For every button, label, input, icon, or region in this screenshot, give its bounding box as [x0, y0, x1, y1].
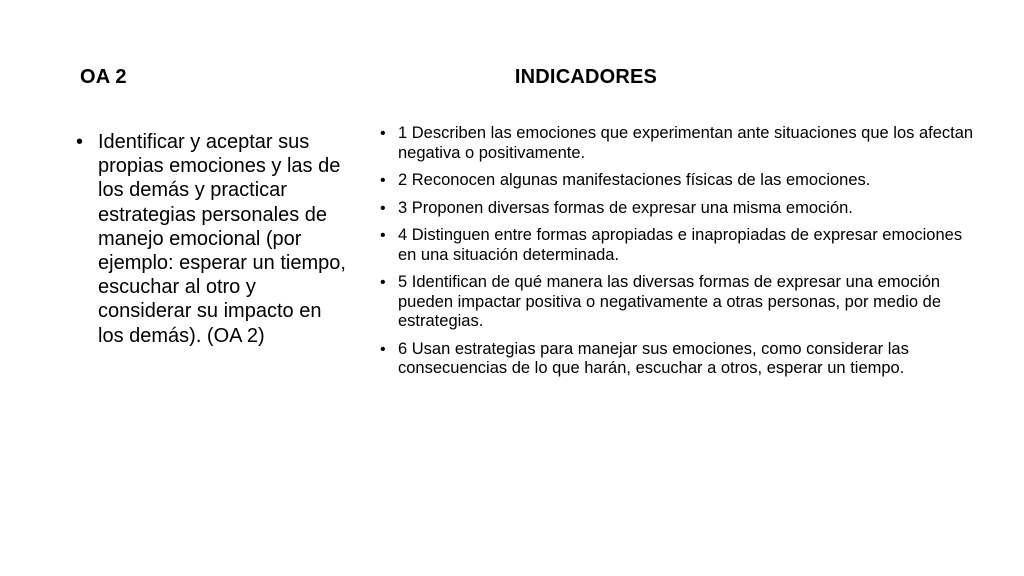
oa-bullet-item: [76, 130, 346, 348]
indicadores-list: [380, 124, 980, 387]
bullet-icon: •: [76, 131, 84, 153]
indicador-item: [380, 171, 980, 191]
oa-description: [76, 130, 346, 348]
indicador-item: [380, 340, 980, 379]
indicador-text: 5 Identifican de qué manera las diversas formas de expresar una emoción pueden impactar positiva o negativamente a otras personas, por medio de estrategias.: [398, 273, 941, 330]
indicador-item: [380, 273, 980, 332]
oa-title: OA 2: [80, 66, 127, 88]
indicador-text: 2 Reconocen algunas manifestaciones físicas de las emociones.: [398, 171, 871, 189]
bullet-icon: •: [380, 340, 386, 358]
bullet-icon: •: [380, 172, 386, 189]
bullet-icon: •: [380, 227, 386, 244]
bullet-icon: •: [380, 199, 386, 217]
indicadores-title: INDICADORES: [514, 66, 658, 88]
indicador-text: 3 Proponen diversas formas de expresar una misma emoción.: [398, 198, 853, 217]
indicador-item: [380, 226, 980, 265]
indicador-item: [380, 199, 980, 219]
indicador-text: 4 Distinguen entre formas apropiadas e inapropiadas de expresar emociones en una situación determinada.: [398, 226, 963, 264]
indicador-item: [380, 124, 980, 163]
bullet-icon: •: [380, 125, 386, 142]
bullet-icon: •: [380, 274, 386, 291]
indicador-text: 6 Usan estrategias para manejar sus emociones, como considerar las consecuencias de lo que harán, escuchar a otros, esperar un tiempo.: [398, 339, 909, 377]
oa-bullet-text: Identificar y aceptar sus propias emociones y las de los demás y practicar estrategias personales de manejo emocional (por ejemplo: esperar un tiempo, escuchar al otro y considerar su impacto en los demás). (OA 2): [98, 131, 346, 347]
indicador-text: 1 Describen las emociones que experimentan ante situaciones que los afectan negativa o positivamente.: [398, 124, 974, 162]
